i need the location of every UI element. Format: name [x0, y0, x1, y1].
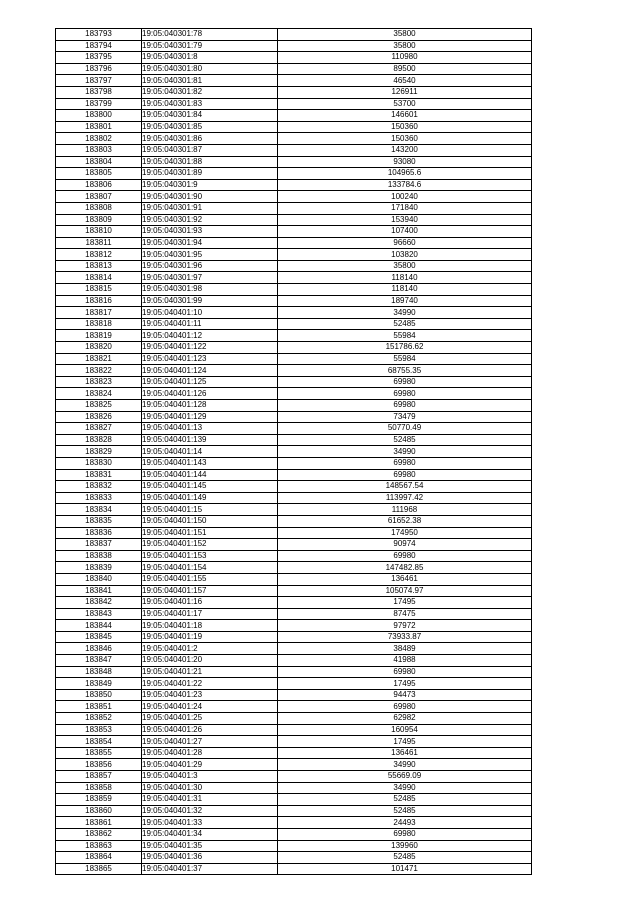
value-cell: 87475 [278, 608, 532, 620]
value-cell: 143200 [278, 144, 532, 156]
row-number-cell: 183822 [56, 365, 142, 377]
table-row [56, 330, 532, 342]
row-number-cell: 183858 [56, 782, 142, 794]
cadastral-number-cell: 19:05:040401:122 [142, 342, 278, 354]
value-cell: 55984 [278, 330, 532, 342]
table-row [56, 179, 532, 191]
row-number-cell: 183849 [56, 678, 142, 690]
table-row [56, 782, 532, 794]
row-number-cell: 183820 [56, 342, 142, 354]
row-number-cell: 183851 [56, 701, 142, 713]
table-row [56, 110, 532, 122]
table-row [56, 457, 532, 469]
value-cell: 17495 [278, 678, 532, 690]
table-row [56, 655, 532, 667]
value-cell: 139960 [278, 840, 532, 852]
cadastral-number-cell: 19:05:040301:86 [142, 133, 278, 145]
cadastral-number-cell: 19:05:040401:25 [142, 713, 278, 725]
value-cell: 52485 [278, 434, 532, 446]
cadastral-number-cell: 19:05:040401:28 [142, 747, 278, 759]
value-cell: 52485 [278, 794, 532, 806]
row-number-cell: 183808 [56, 202, 142, 214]
table-row [56, 29, 532, 41]
table-row [56, 631, 532, 643]
row-number-cell: 183823 [56, 376, 142, 388]
table-row [56, 237, 532, 249]
row-number-cell: 183857 [56, 771, 142, 783]
row-number-cell: 183793 [56, 29, 142, 41]
value-cell: 103820 [278, 249, 532, 261]
row-number-cell: 183813 [56, 260, 142, 272]
row-number-cell: 183842 [56, 597, 142, 609]
row-number-cell: 183807 [56, 191, 142, 203]
table-row [56, 318, 532, 330]
cadastral-number-cell: 19:05:040301:96 [142, 260, 278, 272]
row-number-cell: 183829 [56, 446, 142, 458]
row-number-cell: 183835 [56, 515, 142, 527]
value-cell: 174950 [278, 527, 532, 539]
value-cell: 111968 [278, 504, 532, 516]
cadastral-number-cell: 19:05:040301:95 [142, 249, 278, 261]
table-row [56, 353, 532, 365]
cadastral-number-cell: 19:05:040301:88 [142, 156, 278, 168]
row-number-cell: 183861 [56, 817, 142, 829]
value-cell: 110980 [278, 52, 532, 64]
table-row [56, 411, 532, 423]
value-cell: 171840 [278, 202, 532, 214]
cadastral-number-cell: 19:05:040301:79 [142, 40, 278, 52]
cadastral-number-cell: 19:05:040401:152 [142, 539, 278, 551]
value-cell: 107400 [278, 226, 532, 238]
row-number-cell: 183824 [56, 388, 142, 400]
table-body [56, 29, 532, 875]
table-row [56, 376, 532, 388]
cadastral-number-cell: 19:05:040401:149 [142, 492, 278, 504]
row-number-cell: 183809 [56, 214, 142, 226]
value-cell: 73479 [278, 411, 532, 423]
table-row [56, 573, 532, 585]
table-row [56, 40, 532, 52]
value-cell: 97972 [278, 620, 532, 632]
row-number-cell: 183800 [56, 110, 142, 122]
table-row [56, 481, 532, 493]
value-cell: 104965.6 [278, 168, 532, 180]
cadastral-number-cell: 19:05:040301:87 [142, 144, 278, 156]
table-row [56, 75, 532, 87]
value-cell: 105074.97 [278, 585, 532, 597]
cadastral-number-cell: 19:05:040401:139 [142, 434, 278, 446]
value-cell: 38489 [278, 643, 532, 655]
row-number-cell: 183816 [56, 295, 142, 307]
cadastral-number-cell: 19:05:040301:83 [142, 98, 278, 110]
row-number-cell: 183797 [56, 75, 142, 87]
value-cell: 133784.6 [278, 179, 532, 191]
row-number-cell: 183859 [56, 794, 142, 806]
value-cell: 35800 [278, 29, 532, 41]
table-row [56, 852, 532, 864]
table-row [56, 214, 532, 226]
value-cell: 62982 [278, 713, 532, 725]
table-row [56, 828, 532, 840]
value-cell: 73933.87 [278, 631, 532, 643]
table-row [56, 747, 532, 759]
cadastral-number-cell: 19:05:040301:9 [142, 179, 278, 191]
row-number-cell: 183795 [56, 52, 142, 64]
row-number-cell: 183825 [56, 400, 142, 412]
value-cell: 136461 [278, 573, 532, 585]
row-number-cell: 183844 [56, 620, 142, 632]
table-row [56, 446, 532, 458]
cadastral-number-cell: 19:05:040401:22 [142, 678, 278, 690]
value-cell: 146601 [278, 110, 532, 122]
cadastral-number-cell: 19:05:040401:3 [142, 771, 278, 783]
row-number-cell: 183802 [56, 133, 142, 145]
table-row [56, 260, 532, 272]
row-number-cell: 183821 [56, 353, 142, 365]
table-row [56, 202, 532, 214]
value-cell: 50770.49 [278, 423, 532, 435]
value-cell: 69980 [278, 400, 532, 412]
cadastral-number-cell: 19:05:040401:153 [142, 550, 278, 562]
table-row [56, 701, 532, 713]
table-row [56, 156, 532, 168]
cadastral-number-cell: 19:05:040401:37 [142, 863, 278, 875]
table-row [56, 689, 532, 701]
cadastral-number-cell: 19:05:040301:90 [142, 191, 278, 203]
table-row [56, 365, 532, 377]
table-row [56, 643, 532, 655]
value-cell: 150360 [278, 121, 532, 133]
value-cell: 126911 [278, 86, 532, 98]
row-number-cell: 183860 [56, 805, 142, 817]
cadastral-number-cell: 19:05:040401:128 [142, 400, 278, 412]
row-number-cell: 183834 [56, 504, 142, 516]
value-cell: 69980 [278, 550, 532, 562]
value-cell: 35800 [278, 40, 532, 52]
table-row [56, 86, 532, 98]
table-row [56, 724, 532, 736]
cadastral-number-cell: 19:05:040401:15 [142, 504, 278, 516]
row-number-cell: 183837 [56, 539, 142, 551]
row-number-cell: 183811 [56, 237, 142, 249]
row-number-cell: 183850 [56, 689, 142, 701]
value-cell: 41988 [278, 655, 532, 667]
cadastral-number-cell: 19:05:040401:36 [142, 852, 278, 864]
table-row [56, 226, 532, 238]
value-cell: 52485 [278, 318, 532, 330]
row-number-cell: 183819 [56, 330, 142, 342]
row-number-cell: 183833 [56, 492, 142, 504]
cadastral-number-cell: 19:05:040301:92 [142, 214, 278, 226]
table-row [56, 144, 532, 156]
row-number-cell: 183817 [56, 307, 142, 319]
row-number-cell: 183806 [56, 179, 142, 191]
cadastral-number-cell: 19:05:040301:97 [142, 272, 278, 284]
cadastral-number-cell: 19:05:040401:16 [142, 597, 278, 609]
table-row [56, 817, 532, 829]
value-cell: 150360 [278, 133, 532, 145]
cadastral-number-cell: 19:05:040401:20 [142, 655, 278, 667]
table-row [56, 597, 532, 609]
table-row [56, 272, 532, 284]
row-number-cell: 183839 [56, 562, 142, 574]
value-cell: 69980 [278, 701, 532, 713]
value-cell: 69980 [278, 388, 532, 400]
cadastral-number-cell: 19:05:040401:11 [142, 318, 278, 330]
value-cell: 96660 [278, 237, 532, 249]
cadastral-number-cell: 19:05:040401:125 [142, 376, 278, 388]
value-cell: 69980 [278, 469, 532, 481]
row-number-cell: 183845 [56, 631, 142, 643]
value-cell: 55669.09 [278, 771, 532, 783]
row-number-cell: 183848 [56, 666, 142, 678]
row-number-cell: 183863 [56, 840, 142, 852]
value-cell: 53700 [278, 98, 532, 110]
cadastral-number-cell: 19:05:040401:34 [142, 828, 278, 840]
cadastral-number-cell: 19:05:040301:85 [142, 121, 278, 133]
value-cell: 69980 [278, 457, 532, 469]
table-row [56, 504, 532, 516]
table-row [56, 307, 532, 319]
cadastral-number-cell: 19:05:040401:12 [142, 330, 278, 342]
table-row [56, 678, 532, 690]
row-number-cell: 183805 [56, 168, 142, 180]
table-row [56, 840, 532, 852]
row-number-cell: 183799 [56, 98, 142, 110]
value-cell: 94473 [278, 689, 532, 701]
table-row [56, 794, 532, 806]
table-row [56, 562, 532, 574]
row-number-cell: 183826 [56, 411, 142, 423]
value-cell: 100240 [278, 191, 532, 203]
row-number-cell: 183828 [56, 434, 142, 446]
value-cell: 113997.42 [278, 492, 532, 504]
cadastral-number-cell: 19:05:040401:13 [142, 423, 278, 435]
table-row [56, 469, 532, 481]
cadastral-number-cell: 19:05:040401:33 [142, 817, 278, 829]
value-cell: 151786.62 [278, 342, 532, 354]
table-row [56, 620, 532, 632]
cadastral-number-cell: 19:05:040401:24 [142, 701, 278, 713]
value-cell: 69980 [278, 828, 532, 840]
cadastral-number-cell: 19:05:040301:93 [142, 226, 278, 238]
value-cell: 101471 [278, 863, 532, 875]
row-number-cell: 183846 [56, 643, 142, 655]
value-cell: 55984 [278, 353, 532, 365]
cadastral-number-cell: 19:05:040401:123 [142, 353, 278, 365]
cadastral-number-cell: 19:05:040401:17 [142, 608, 278, 620]
value-cell: 118140 [278, 284, 532, 296]
cadastral-number-cell: 19:05:040401:126 [142, 388, 278, 400]
value-cell: 160954 [278, 724, 532, 736]
value-cell: 17495 [278, 597, 532, 609]
row-number-cell: 183803 [56, 144, 142, 156]
cadastral-number-cell: 19:05:040401:129 [142, 411, 278, 423]
value-cell: 89500 [278, 63, 532, 75]
cadastral-number-cell: 19:05:040401:23 [142, 689, 278, 701]
table-row [56, 400, 532, 412]
row-number-cell: 183804 [56, 156, 142, 168]
table-row [56, 342, 532, 354]
cadastral-number-cell: 19:05:040301:82 [142, 86, 278, 98]
table-row [56, 736, 532, 748]
table-row [56, 585, 532, 597]
row-number-cell: 183794 [56, 40, 142, 52]
row-number-cell: 183818 [56, 318, 142, 330]
table-row [56, 759, 532, 771]
cadastral-number-cell: 19:05:040401:151 [142, 527, 278, 539]
table-row [56, 168, 532, 180]
cadastral-number-cell: 19:05:040401:2 [142, 643, 278, 655]
row-number-cell: 183810 [56, 226, 142, 238]
row-number-cell: 183841 [56, 585, 142, 597]
table-row [56, 133, 532, 145]
value-cell: 69980 [278, 666, 532, 678]
cadastral-number-cell: 19:05:040401:124 [142, 365, 278, 377]
cadastral-number-cell: 19:05:040401:144 [142, 469, 278, 481]
table-row [56, 539, 532, 551]
table-row [56, 771, 532, 783]
table-row [56, 527, 532, 539]
value-cell: 34990 [278, 307, 532, 319]
value-cell: 34990 [278, 446, 532, 458]
row-number-cell: 183815 [56, 284, 142, 296]
row-number-cell: 183843 [56, 608, 142, 620]
table-row [56, 284, 532, 296]
cadastral-number-cell: 19:05:040401:150 [142, 515, 278, 527]
value-cell: 34990 [278, 759, 532, 771]
cadastral-number-cell: 19:05:040301:80 [142, 63, 278, 75]
row-number-cell: 183853 [56, 724, 142, 736]
table-row [56, 63, 532, 75]
row-number-cell: 183856 [56, 759, 142, 771]
cadastral-value-table [55, 28, 532, 875]
cadastral-number-cell: 19:05:040401:35 [142, 840, 278, 852]
table-row [56, 492, 532, 504]
value-cell: 118140 [278, 272, 532, 284]
value-cell: 52485 [278, 852, 532, 864]
cadastral-number-cell: 19:05:040401:29 [142, 759, 278, 771]
value-cell: 35800 [278, 260, 532, 272]
row-number-cell: 183836 [56, 527, 142, 539]
row-number-cell: 183796 [56, 63, 142, 75]
table-row [56, 191, 532, 203]
table-row [56, 550, 532, 562]
value-cell: 17495 [278, 736, 532, 748]
cadastral-number-cell: 19:05:040401:26 [142, 724, 278, 736]
cadastral-number-cell: 19:05:040401:30 [142, 782, 278, 794]
cadastral-number-cell: 19:05:040401:10 [142, 307, 278, 319]
table-row [56, 608, 532, 620]
row-number-cell: 183862 [56, 828, 142, 840]
cadastral-number-cell: 19:05:040401:27 [142, 736, 278, 748]
value-cell: 93080 [278, 156, 532, 168]
table-row [56, 52, 532, 64]
table-row [56, 666, 532, 678]
row-number-cell: 183855 [56, 747, 142, 759]
cadastral-number-cell: 19:05:040301:78 [142, 29, 278, 41]
table-row [56, 249, 532, 261]
table-row [56, 423, 532, 435]
value-cell: 46540 [278, 75, 532, 87]
cadastral-number-cell: 19:05:040401:18 [142, 620, 278, 632]
row-number-cell: 183854 [56, 736, 142, 748]
cadastral-number-cell: 19:05:040301:81 [142, 75, 278, 87]
value-cell: 148567.54 [278, 481, 532, 493]
value-cell: 153940 [278, 214, 532, 226]
row-number-cell: 183814 [56, 272, 142, 284]
row-number-cell: 183812 [56, 249, 142, 261]
row-number-cell: 183840 [56, 573, 142, 585]
row-number-cell: 183865 [56, 863, 142, 875]
row-number-cell: 183832 [56, 481, 142, 493]
cadastral-number-cell: 19:05:040301:91 [142, 202, 278, 214]
table-row [56, 388, 532, 400]
value-cell: 68755.35 [278, 365, 532, 377]
value-cell: 52485 [278, 805, 532, 817]
value-cell: 147482.85 [278, 562, 532, 574]
cadastral-number-cell: 19:05:040301:8 [142, 52, 278, 64]
table-row [56, 121, 532, 133]
row-number-cell: 183831 [56, 469, 142, 481]
table-row [56, 98, 532, 110]
value-cell: 24493 [278, 817, 532, 829]
table-row [56, 805, 532, 817]
value-cell: 61652.38 [278, 515, 532, 527]
row-number-cell: 183798 [56, 86, 142, 98]
value-cell: 34990 [278, 782, 532, 794]
row-number-cell: 183852 [56, 713, 142, 725]
table-row [56, 434, 532, 446]
value-cell: 90974 [278, 539, 532, 551]
cadastral-number-cell: 19:05:040401:19 [142, 631, 278, 643]
cadastral-number-cell: 19:05:040401:32 [142, 805, 278, 817]
row-number-cell: 183838 [56, 550, 142, 562]
cadastral-number-cell: 19:05:040301:94 [142, 237, 278, 249]
table-row [56, 515, 532, 527]
cadastral-number-cell: 19:05:040401:21 [142, 666, 278, 678]
value-cell: 189740 [278, 295, 532, 307]
cadastral-number-cell: 19:05:040401:154 [142, 562, 278, 574]
row-number-cell: 183801 [56, 121, 142, 133]
cadastral-number-cell: 19:05:040401:155 [142, 573, 278, 585]
cadastral-number-cell: 19:05:040301:99 [142, 295, 278, 307]
cadastral-number-cell: 19:05:040301:98 [142, 284, 278, 296]
row-number-cell: 183847 [56, 655, 142, 667]
value-cell: 136461 [278, 747, 532, 759]
cadastral-number-cell: 19:05:040401:14 [142, 446, 278, 458]
table-row [56, 295, 532, 307]
cadastral-number-cell: 19:05:040401:143 [142, 457, 278, 469]
table-row [56, 863, 532, 875]
cadastral-number-cell: 19:05:040401:145 [142, 481, 278, 493]
value-cell: 69980 [278, 376, 532, 388]
cadastral-number-cell: 19:05:040301:84 [142, 110, 278, 122]
table-row [56, 713, 532, 725]
cadastral-number-cell: 19:05:040401:31 [142, 794, 278, 806]
row-number-cell: 183827 [56, 423, 142, 435]
cadastral-number-cell: 19:05:040301:89 [142, 168, 278, 180]
row-number-cell: 183864 [56, 852, 142, 864]
row-number-cell: 183830 [56, 457, 142, 469]
cadastral-number-cell: 19:05:040401:157 [142, 585, 278, 597]
